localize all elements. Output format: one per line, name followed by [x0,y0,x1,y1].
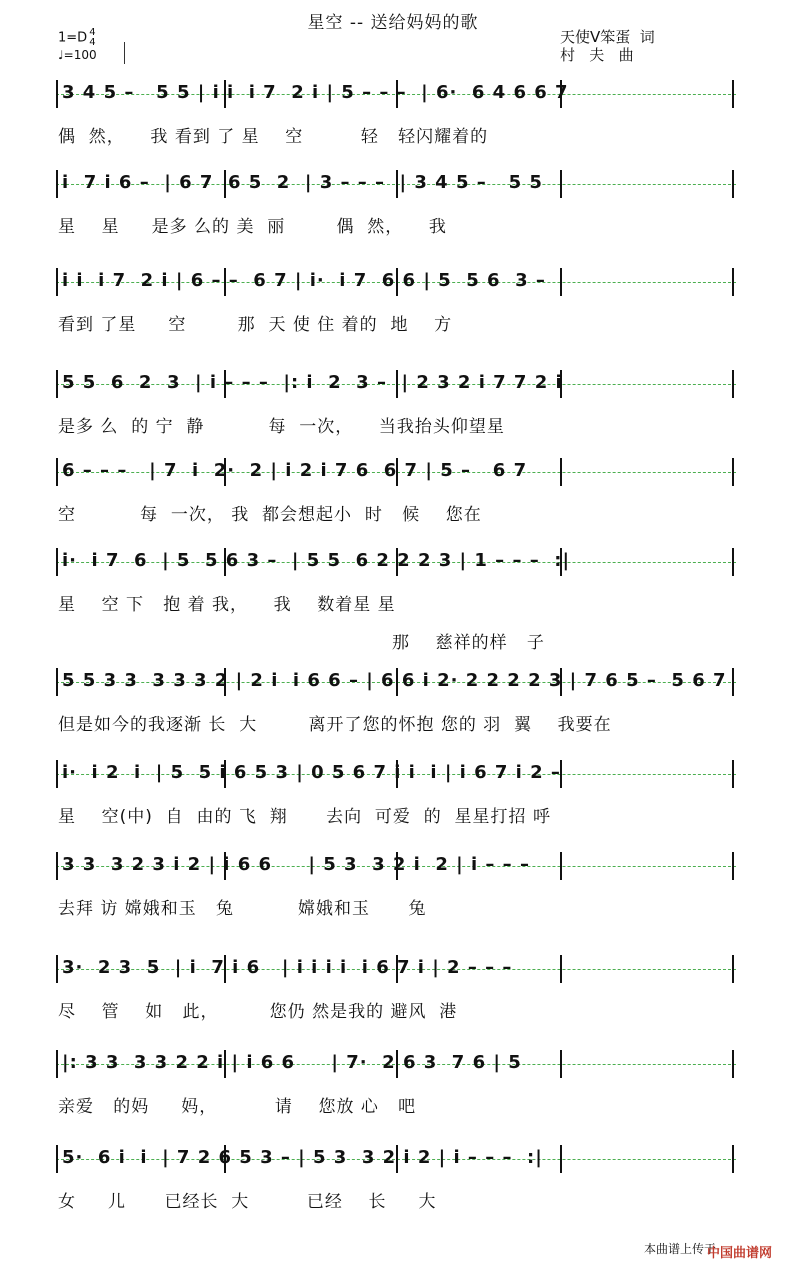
bar-line [56,1050,58,1078]
bar-line [560,1145,562,1173]
notation-row [56,458,736,486]
note-sequence: 3· 2 3 5 | i 7 i 6 | i i i i i 6 7 i | 2 – – – [62,957,513,978]
lyric-line: 是多 么 的 宁 静 每 一次， 当我抬头仰望星 [58,417,505,437]
bar-line [732,760,734,788]
notation-row [56,852,736,880]
bar-line [56,370,58,398]
credits [560,28,655,64]
bar-line [732,80,734,108]
notation-row [56,548,736,576]
tempo-mark: ♩=100 [58,48,97,62]
lyricist-credit: 天使V笨蛋 词 [560,28,655,46]
header-line [124,42,125,64]
bar-line [732,548,734,576]
note-sequence: i i i 7 2 i | 6 – – 6 7 | i· i 7 6 6 | 5 5 6 3 – [62,270,546,291]
bar-line [56,1145,58,1173]
bar-line [56,170,58,198]
lyric-line: 空 每 一次， 我 都会想起小 时 候 您在 [58,505,482,525]
bar-line [560,458,562,486]
bar-line [56,955,58,983]
note-sequence: 3 3 3 2 3 i 2 | i 6 6 | 5 3 3 2 i 2 | i – – – [62,854,530,875]
bar-line [732,370,734,398]
bar-line [56,668,58,696]
lyric-line: 星 空(中) 自 由的 飞 翔 去向 可爱 的 星星打招 呼 [58,807,551,827]
note-sequence: 5 5 3 3 3 3 3 2 | 2 i i 6 6 – | 6 6 i 2· 2 2 2 2 3 | 7 6 5 – 5 6 7 [62,670,727,691]
lyric-line: 偶 然， 我 看到 了 星 空 轻 轻闪耀着的 [58,127,489,147]
notation-row [56,170,736,198]
notation-row [56,760,736,788]
notation-row [56,668,736,696]
note-sequence: 5· 6 i i | 7 2 6 5 3 – | 5 3 3 2 i 2 | i – – – :| [62,1147,543,1168]
bar-line [732,1145,734,1173]
bar-line [56,760,58,788]
note-sequence: i· i 7 6 | 5 5 6 3 – | 5 5 6 2 2 2 3 | 1 – – – :| [62,550,571,571]
bar-line [56,458,58,486]
bar-line [732,170,734,198]
composer-credit: 村 夫 曲 [560,46,634,64]
bar-line [732,955,734,983]
note-sequence: 6 – – – | 7 i 2· 2 | i 2 i 7 6 6 7 | 5 – 6 7 [62,460,528,481]
notation-row [56,370,736,398]
notation-row [56,80,736,108]
bar-line [560,170,562,198]
bar-line [732,852,734,880]
lyric-line: 星 星 是多 么的 美 丽 偶 然， 我 [58,217,447,237]
lyric-line: 但是如今的我逐渐 长 大 离开了您的怀抱 您的 羽 翼 我要在 [58,715,612,735]
bar-line [56,80,58,108]
lyric-line: 去拜 访 嫦娥和玉 兔 嫦娥和玉 兔 [58,899,427,919]
key-label: 1=D [58,30,88,46]
bar-line [56,268,58,296]
note-sequence: 5 5 6 2 3 | i – – – |: i 2 3 – | 2 3 2 i 7 7 2 i [62,372,563,393]
song-title: 星空 -- 送给妈妈的歌 [307,13,479,33]
notation-row [56,1145,736,1173]
note-sequence: 3 4 5 – 5 5 | i i i 7 2 i | 5 – – – | 6· 6 4 6 6 7 [62,82,569,103]
bar-line [56,852,58,880]
site-logo: 中国曲谱网 [706,1246,772,1261]
lyric-line: 看到 了星 空 那 天 使 住 着的 地 方 [58,315,453,335]
time-bottom: 4 [89,37,96,48]
bar-line [732,1050,734,1078]
lyric-line: 尽 管 如 此， 您仍 然是我的 避风 港 [58,1002,458,1022]
note-sequence: i· i 2 i | 5 5 i 6 5 3 | 0 5 6 7 i i i | i 6 7 i 2 – [62,762,561,783]
bar-line [732,668,734,696]
bar-line [560,268,562,296]
lyric-line: 星 空 下 抱 着 我， 我 数着星 星 [58,595,396,615]
key-signature [58,28,96,48]
bar-line [56,548,58,576]
bar-line [560,852,562,880]
bar-line [560,955,562,983]
notation-row [56,268,736,296]
second-verse-lyric: 那 慈祥的样 子 [392,633,545,653]
upload-note: 本曲谱上传于 [643,1242,716,1256]
bar-line [732,458,734,486]
lyric-line: 女 儿 已经长 大 已经 长 大 [58,1192,437,1212]
bar-line [560,1050,562,1078]
notation-row [56,1050,736,1078]
notation-row [56,955,736,983]
time-top: 4 [89,27,96,38]
note-sequence: |: 3 3 3 3 2 2 i | i 6 6 | 7· 2 6 3 7 6 | 5 [62,1052,522,1073]
bar-line [732,268,734,296]
note-sequence: i 7 i 6 – | 6 7 6 5 2 | 3 – – – | 3 4 5 – 5 5 [62,172,543,193]
lyric-line: 亲爱 的妈 妈， 请 您放 心 吧 [58,1097,417,1117]
